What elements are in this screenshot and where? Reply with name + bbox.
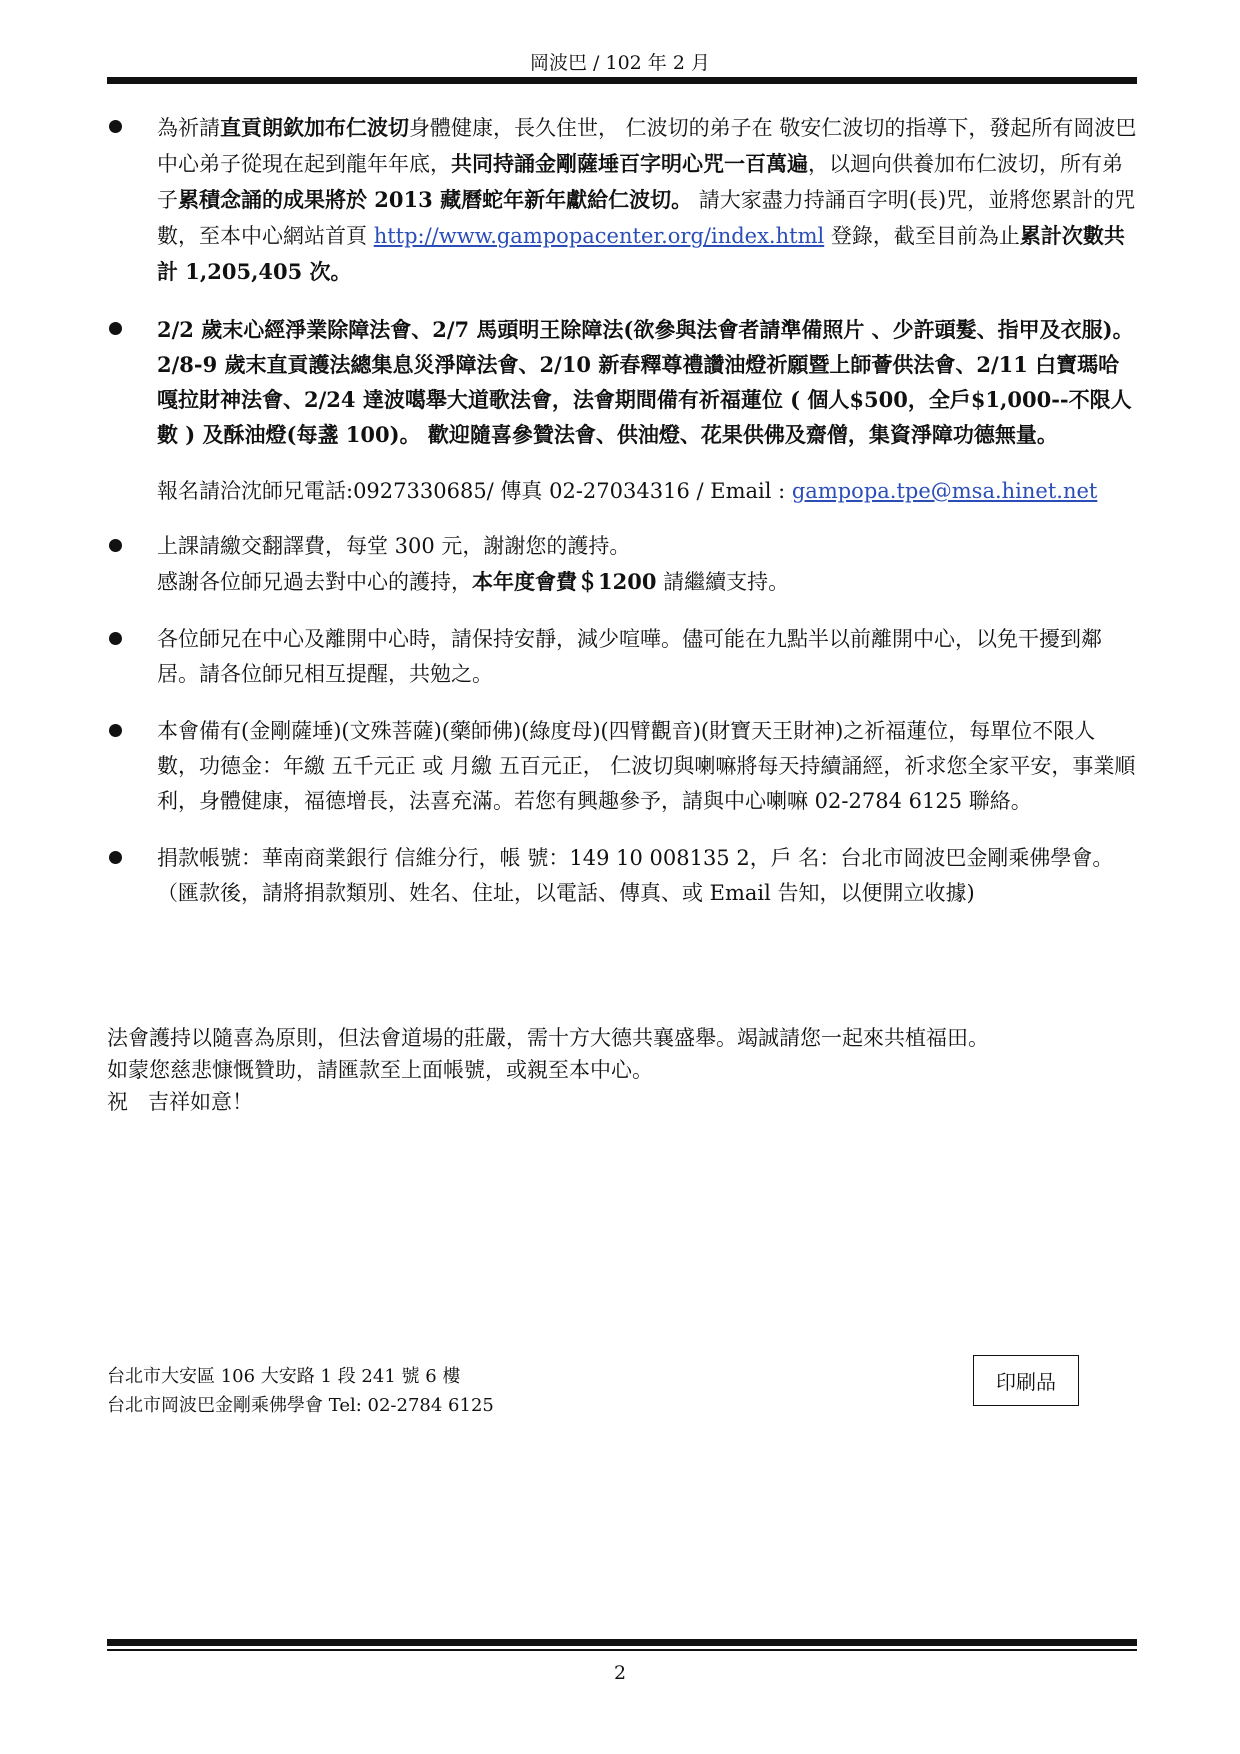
address-line: 台北市大安區 106 大安路 1 段 241 號 6 樓 (107, 1366, 461, 1387)
bullet-item-lotus-seats (107, 714, 1137, 819)
website-link[interactable]: http://www.gampopacenter.org/index.html (373, 224, 825, 248)
bullet-list (107, 110, 1137, 933)
fee-line: 上課請繳交翻譯費，每堂 300 元，謝謝您的護持。 (157, 534, 631, 558)
header-rule (107, 77, 1137, 84)
closing-line: 法會護持以隨喜為原則，但法會道場的莊嚴，需十方大德共襄盛舉。竭誠請您一起來共植福田。 (107, 1026, 989, 1050)
quiet-text: 各位師兄在中心及離開中心時，請保持安靜，減少喧嘩。儘可能在九點半以前離開中心，以免干擾到鄰居。請各位師兄相互提醒，共勉之。 (157, 627, 1102, 686)
bold-text: 共同持誦金剛薩埵百字明心咒一百萬遍 (451, 151, 808, 176)
bullet-dot-icon (109, 539, 122, 552)
bullet-dot-icon (109, 322, 122, 335)
printed-matter-stamp: 印刷品 (973, 1355, 1079, 1406)
closing-greeting (107, 1086, 1137, 1118)
membership-fee: 本年度會費＄1200 (472, 569, 657, 594)
greeting-text: 吉祥如意！ (148, 1090, 253, 1114)
page-header: 岡波巴 / 102 年 2 月 (530, 52, 710, 74)
text-span: 感謝各位師兄過去對中心的護持， (157, 570, 472, 594)
org-line: 台北市岡波巴金剛乘佛學會 Tel: 02-2784 6125 (107, 1395, 494, 1416)
donation-text: 捐款帳號：華南商業銀行 信維分行，帳 號：149 10 008135 2，戶 名：台北市岡波巴金剛乘佛學會。（匯款後，請將捐款類別、姓名、住址，以電話、傳真、或 Email 告知，以便開立收據) (157, 846, 1114, 905)
closing-line: 如蒙您慈悲慷慨贊助，請匯款至上面帳號，或親至本中心。 (107, 1058, 653, 1082)
text-span: 請大家盡力持誦百字明(長)咒，並將您累計的咒數，至本中心網站首頁 (157, 188, 1136, 248)
bullet-dot-icon (109, 724, 122, 737)
bullet-item-donation (107, 841, 1137, 911)
closing-paragraph (107, 1022, 1137, 1118)
bullet-item-ceremonies (107, 312, 1137, 452)
contact-text: 報名請洽沈師兄電話:0927330685/ 傳真 02-27034316 / Email : (157, 479, 792, 503)
page-number: 2 (613, 1662, 627, 1684)
text-span: 為祈請 (157, 116, 220, 140)
text-span: ，以迴向供養加布仁波切，所有弟子 (157, 152, 1123, 212)
email-link[interactable]: gampopa.tpe@msa.hinet.net (791, 479, 1098, 503)
greeting-prefix: 祝 (107, 1090, 128, 1114)
lotus-text: 本會備有(金剛薩埵)(文殊菩薩)(藥師佛)(綠度母)(四臂觀音)(財寶天王財神)之祈福蓮位，每單位不限人數，功德金：年繳 五千元正 或 月繳 五百元正， 仁波切與喇嘛將每天持續誦經，祈求您全家平安，事業順利，身體健康，福德增長，法喜充滿。若您有興趣參予，請與中心喇嘛 02-2784 6125 聯絡。 (157, 719, 1136, 813)
text-span: 登錄，截至目前為止 (824, 224, 1020, 248)
bold-text: 直貢朗欽加布仁波切 (220, 115, 409, 140)
count-total: 累計次數共計 1,205,405 次。 (157, 223, 1125, 284)
bullet-item-fees (107, 529, 1137, 600)
bullet-dot-icon (109, 632, 122, 645)
membership-line (157, 564, 1137, 600)
text-span: 請繼續支持。 (656, 570, 790, 594)
footer-rule-thin (107, 1649, 1137, 1651)
footer-rule (107, 1639, 1137, 1646)
bold-text: 累積念誦的成果將於 2013 藏曆蛇年新年獻給仁波切。 (178, 187, 693, 212)
contact-line (107, 474, 1137, 509)
bullet-dot-icon (109, 120, 122, 133)
bullet-item-prayer-campaign (107, 110, 1137, 290)
footer-address (107, 1362, 494, 1420)
ceremonies-text: 2/2 歲末心經淨業除障法會、2/7 馬頭明王除障法(欲參與法會者請準備照片 、少許頭髮、指甲及衣服)。 2/8-9 歲末直貢護法總集息災淨障法會、2/10 新春釋尊禮讚油燈祈願暨上師薈供法會、2/11 白寶瑪哈嘎拉財神法會、2/24 達波噶舉大道歌法會，法會期間備有祈福蓮位 ( 個人$500，全戶$1,000--不限人數 ) 及酥油燈(每盞 100)。 歡迎隨喜參贊法會、供油燈、花果供佛及齋僧，集資淨障功德無量。 (157, 317, 1134, 447)
bullet-item-quiet (107, 622, 1137, 692)
bullet-dot-icon (109, 851, 122, 864)
text-span: 身體健康，長久住世， 仁波切的弟子在 敬安仁波切的指導下，發起所有岡波巴中心弟子從現在起到龍年年底， (157, 116, 1137, 176)
